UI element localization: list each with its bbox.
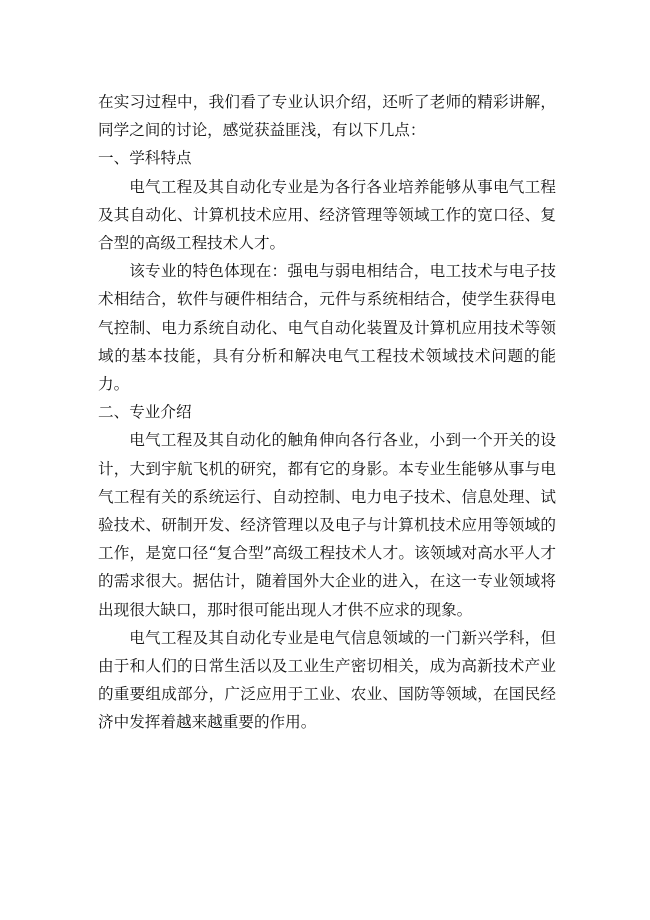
section-heading-discipline-features: 一、学科特点 <box>98 149 192 168</box>
document-body <box>98 88 556 737</box>
paragraph-discipline-overview: 电气工程及其自动化专业是为各行各业培养能够从事电气工程及其自动化、计算机技术应用、经济管理等领域工作的宽口径、复合型的高级工程技术人才。 <box>98 177 556 253</box>
intro-paragraph: 在实习过程中，我们看了专业认识介绍，还听了老师的精彩讲解，同学之间的讨论，感觉获益匪浅，有以下几点： <box>98 93 556 140</box>
section-heading-major-introduction: 二、专业介绍 <box>98 403 192 422</box>
paragraph-major-scope: 电气工程及其自动化的触角伸向各行各业，小到一个开关的设计，大到宇航飞机的研究，都有它的身影。本专业生能够从事与电气工程有关的系统运行、自动控制、电力电子技术、信息处理、试验技术、研制开发、经济管理以及电子与计算机技术应用等领域的工作，是宽口径“复合型”高级工程技术人才。该领域对高水平人才的需求很大。据估计，随着国外大企业的进入，在这一专业领域将出现很大缺口，那时很可能出现人才供不应求的现象。 <box>98 431 556 619</box>
paragraph-discipline-characteristics: 该专业的特色体现在：强电与弱电相结合，电工技术与电子技术相结合，软件与硬件相结合，元件与系统相结合，使学生获得电气控制、电力系统自动化、电气自动化装置及计算机应用技术等领域的基本技能，具有分析和解决电气工程技术领域技术问题的能力。 <box>98 262 556 394</box>
paragraph-major-importance: 电气工程及其自动化专业是电气信息领域的一门新兴学科，但由于和人们的日常生活以及工业生产密切相关，成为高新技术产业的重要组成部分，广泛应用于工业、农业、国防等领域，在国民经济中发挥着越来越重要的作用。 <box>98 628 556 732</box>
